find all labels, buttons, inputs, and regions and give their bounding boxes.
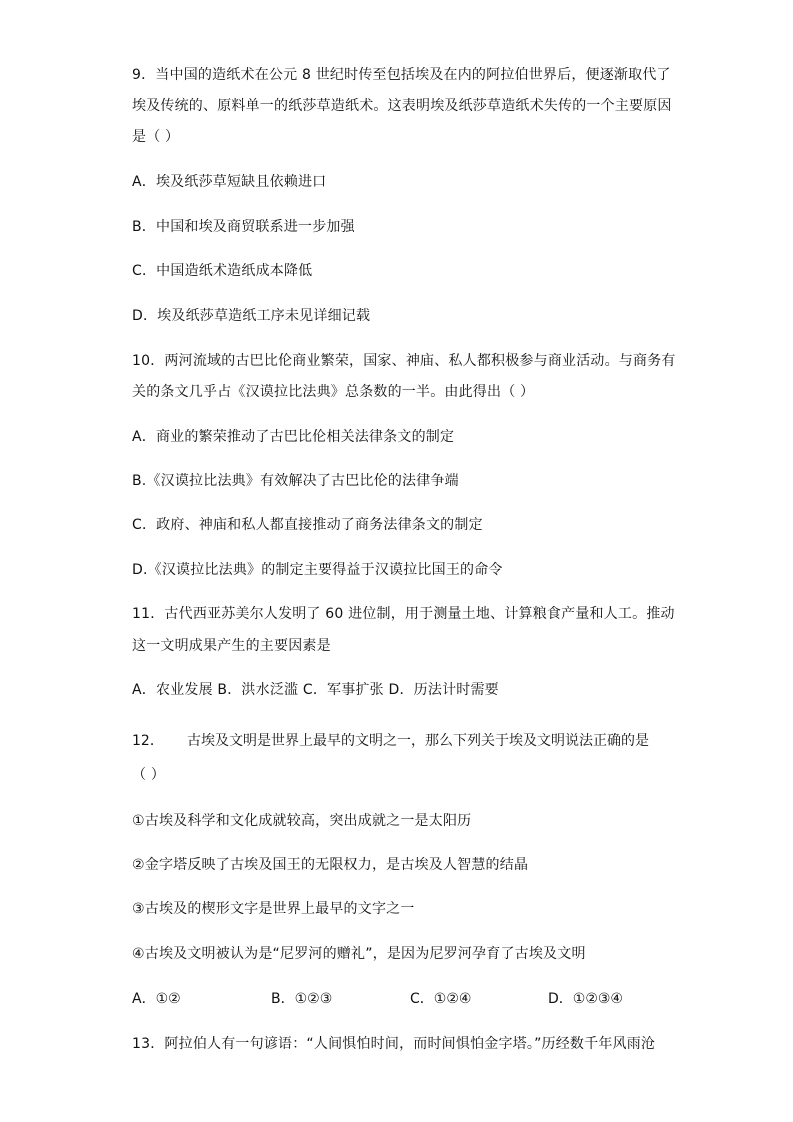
q12-stem-line-1: 古埃及文明是世界上最早的文明之一，那么下列关于埃及文明说法正确的是 [187, 733, 649, 749]
q12-option-d: D．①②③④ [548, 991, 623, 1007]
q11-options: A．农业发展 B．洪水泛滥 C．军事扩张 D．历法计时需要 [132, 682, 499, 698]
q13-stem-line-1: 13．阿拉伯人有一句谚语：“人间惧怕时间，而时间惧怕金字塔。”历经数千年风雨沧 [132, 1036, 656, 1052]
q12-statement-4: ④古埃及文明被认为是“尼罗河的赠礼”，是因为尼罗河孕育了古埃及文明 [132, 946, 586, 962]
q9-option-d: D．埃及纸莎草造纸工序未见详细记载 [132, 308, 371, 324]
q12-number: 12． [132, 733, 164, 749]
q9-stem-line-1: 9．当中国的造纸术在公元 8 世纪时传至包括埃及在内的阿拉伯世界后，便逐渐取代了 [132, 67, 671, 83]
q12-stem-line-2: （ ） [132, 767, 166, 783]
q10-option-a: A．商业的繁荣推动了古巴比伦相关法律条文的制定 [132, 429, 455, 445]
q10-option-b: B.《汉谟拉比法典》有效解决了古巴比伦的法律争端 [132, 473, 459, 489]
q9-option-a: A．埃及纸莎草短缺且依赖进口 [132, 174, 327, 190]
q10-stem-line-2: 关的条文几乎占《汉谟拉比法典》总条数的一半。由此得出（ ） [132, 384, 535, 400]
q9-option-b: B．中国和埃及商贸联系进一步加强 [132, 219, 355, 235]
q12-statement-1: ①古埃及科学和文化成就较高，突出成就之一是太阳历 [132, 813, 472, 829]
q11-stem-line-1: 11．古代西亚苏美尔人发明了 60 进位制，用于测量土地、计算粮食产量和人工。推动 [132, 606, 675, 622]
q12-statement-2: ②金字塔反映了古埃及国王的无限权力，是古埃及人智慧的结晶 [132, 857, 529, 873]
q11-stem-line-2: 这一文明成果产生的主要因素是 [132, 638, 331, 654]
q10-option-d: D.《汉谟拉比法典》的制定主要得益于汉谟拉比国王的命令 [132, 562, 503, 578]
q12-option-b: B．①②③ [271, 991, 333, 1007]
q12-option-a: A．①② [132, 991, 181, 1007]
q9-option-c: C．中国造纸术造纸成本降低 [132, 263, 313, 279]
q10-stem-line-1: 10．两河流域的古巴比伦商业繁荣，国家、神庙、私人都积极参与商业活动。与商务有 [132, 353, 676, 369]
q12-statement-3: ③古埃及的楔形文字是世界上最早的文字之一 [132, 901, 415, 917]
q12-option-c: C．①②④ [410, 991, 472, 1007]
q9-stem-line-2: 埃及传统的、原料单一的纸莎草造纸术。这表明埃及纸莎草造纸术失传的一个主要原因 [132, 98, 672, 114]
q10-option-c: C．政府、神庙和私人都直接推动了商务法律条文的制定 [132, 517, 483, 533]
q9-stem-line-3: 是（ ） [132, 129, 180, 145]
